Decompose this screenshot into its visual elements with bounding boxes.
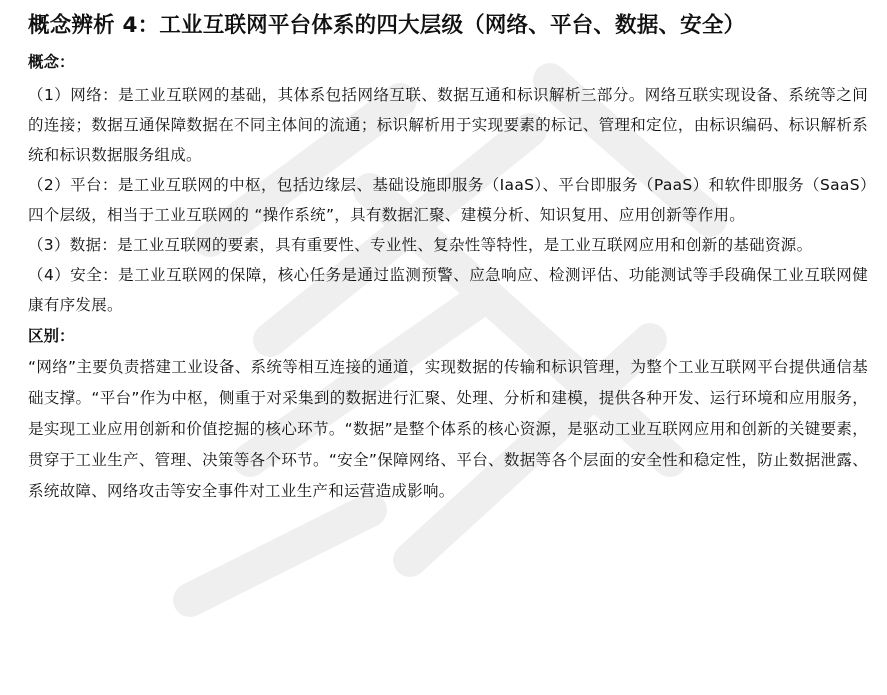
difference-heading: 区别： bbox=[28, 327, 75, 345]
document-title: 概念辨析 4：工业互联网平台体系的四大层级（网络、平台、数据、安全） bbox=[28, 13, 746, 38]
document-page bbox=[28, 10, 868, 507]
concept-item-security: （4）安全：是工业互联网的保障，核心任务是通过监测预警、应急响应、检测评估、功能测试等手段确保工业互联网健康有序发展。 bbox=[28, 266, 868, 314]
difference-paragraph: “网络”主要负责搭建工业设备、系统等相互连接的通道，实现数据的传输和标识管理，为整个工业互联网平台提供通信基础支撑。“平台”作为中枢，侧重于对采集到的数据进行汇聚、处理、分析和建模，提供各种开发、运行环境和应用服务，是实现工业应用创新和价值挖掘的核心环节。“数据”是整个体系的核心资源，是驱动工业互联网应用和创新的关键要素，贯穿于工业生产、管理、决策等各个环节。“安全”保障网络、平台、数据等各个层面的安全性和稳定性，防止数据泄露、系统故障、网络攻击等安全事件对工业生产和运营造成影响。 bbox=[28, 358, 868, 500]
concept-item-platform: （2）平台：是工业互联网的中枢，包括边缘层、基础设施即服务（IaaS）、平台即服务（PaaS）和软件即服务（SaaS）四个层级，相当于工业互联网的 “操作系统”，具有数据汇聚、建模分析、知识复用、应用创新等作用。 bbox=[28, 176, 868, 224]
concept-heading: 概念： bbox=[28, 53, 75, 71]
concept-item-data: （3）数据：是工业互联网的要素，具有重要性、专业性、复杂性等特性，是工业互联网应用和创新的基础资源。 bbox=[28, 236, 813, 254]
difference-section bbox=[28, 324, 868, 507]
concept-item-network: （1）网络：是工业互联网的基础，其体系包括网络互联、数据互通和标识解析三部分。网络互联实现设备、系统等之间的连接；数据互通保障数据在不同主体间的流通；标识解析用于实现要素的标记、管理和定位，由标识编码、标识解析系统和标识数据服务组成。 bbox=[28, 86, 868, 164]
concept-section bbox=[28, 50, 868, 320]
